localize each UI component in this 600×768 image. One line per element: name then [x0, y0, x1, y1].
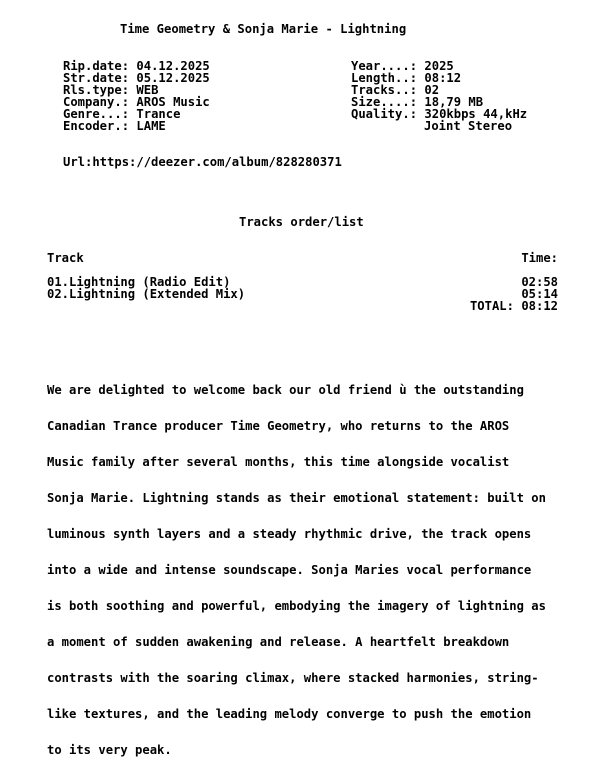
- track-time: 02:58: [521, 275, 558, 289]
- info-label: Length..:: [351, 71, 418, 85]
- info-label: Encoder.:: [63, 119, 130, 133]
- info-value: 04.12.2025: [136, 59, 210, 73]
- info-label: Genre...:: [63, 107, 130, 121]
- info-value: 18,79 MB: [424, 95, 484, 109]
- info-value: 05.12.2025: [136, 71, 210, 85]
- description-line: a moment of sudden awakening and release. A heartfelt breakdown: [47, 635, 510, 649]
- description-line: Music family after several months, this time alongside vocalist: [47, 455, 510, 469]
- info-stereo: Joint Stereo: [424, 119, 513, 133]
- track-name: 02.Lightning (Extended Mix): [47, 287, 246, 301]
- info-value: 02: [424, 83, 440, 97]
- info-label: Quality.:: [351, 107, 418, 121]
- track-name: 01.Lightning (Radio Edit): [47, 275, 231, 289]
- description-line: contrasts with the soaring climax, where stacked harmonies, string-: [47, 671, 539, 685]
- info-label: Tracks..:: [351, 83, 418, 97]
- info-value: 08:12: [424, 71, 462, 85]
- description-line: luminous synth layers and a steady rhythmic drive, the track opens: [47, 527, 532, 541]
- description-line: to its very peak.: [47, 743, 172, 757]
- info-value: 2025: [424, 59, 454, 73]
- info-value: WEB: [136, 83, 159, 97]
- info-value: LAME: [136, 119, 166, 133]
- description-line: Sonja Marie. Lightning stands as their emotional statement: built on: [47, 491, 546, 505]
- track-column-header: Track: [47, 251, 84, 265]
- total-length: [470, 300, 558, 312]
- track-time: 05:14: [521, 287, 558, 301]
- info-label: Size....:: [351, 95, 418, 109]
- info-label: Company.:: [63, 95, 130, 109]
- info-encoder: [63, 120, 166, 132]
- album-url: Url:https://deezer.com/album/828280371: [63, 155, 342, 169]
- total-label: TOTAL:: [469, 299, 514, 313]
- info-label: Rip.date:: [63, 59, 130, 73]
- info-value: 320kbps 44,kHz: [424, 107, 528, 121]
- info-value: AROS Music: [136, 95, 210, 109]
- description-line: like textures, and the leading melody converge to push the emotion: [47, 707, 532, 721]
- info-value: Trance: [136, 107, 181, 121]
- total-value: 08:12: [521, 299, 558, 313]
- release-title: Time Geometry & Sonja Marie - Lightning: [120, 22, 407, 36]
- info-label: Str.date:: [63, 71, 130, 85]
- description-line: into a wide and intense soundscape. Sonja Maries vocal performance: [47, 563, 532, 577]
- info-label: Year....:: [351, 59, 418, 73]
- description-line: Canadian Trance producer Time Geometry, who returns to the AROS: [47, 419, 510, 433]
- info-label: Rls.type:: [63, 83, 130, 97]
- tracks-heading: Tracks order/list: [239, 215, 364, 229]
- release-description: [47, 360, 599, 768]
- time-column-header: Time:: [521, 251, 558, 265]
- description-line: We are delighted to welcome back our old friend ù the outstanding: [47, 383, 524, 397]
- description-line: is both soothing and powerful, embodying the imagery of lightning as: [47, 599, 546, 613]
